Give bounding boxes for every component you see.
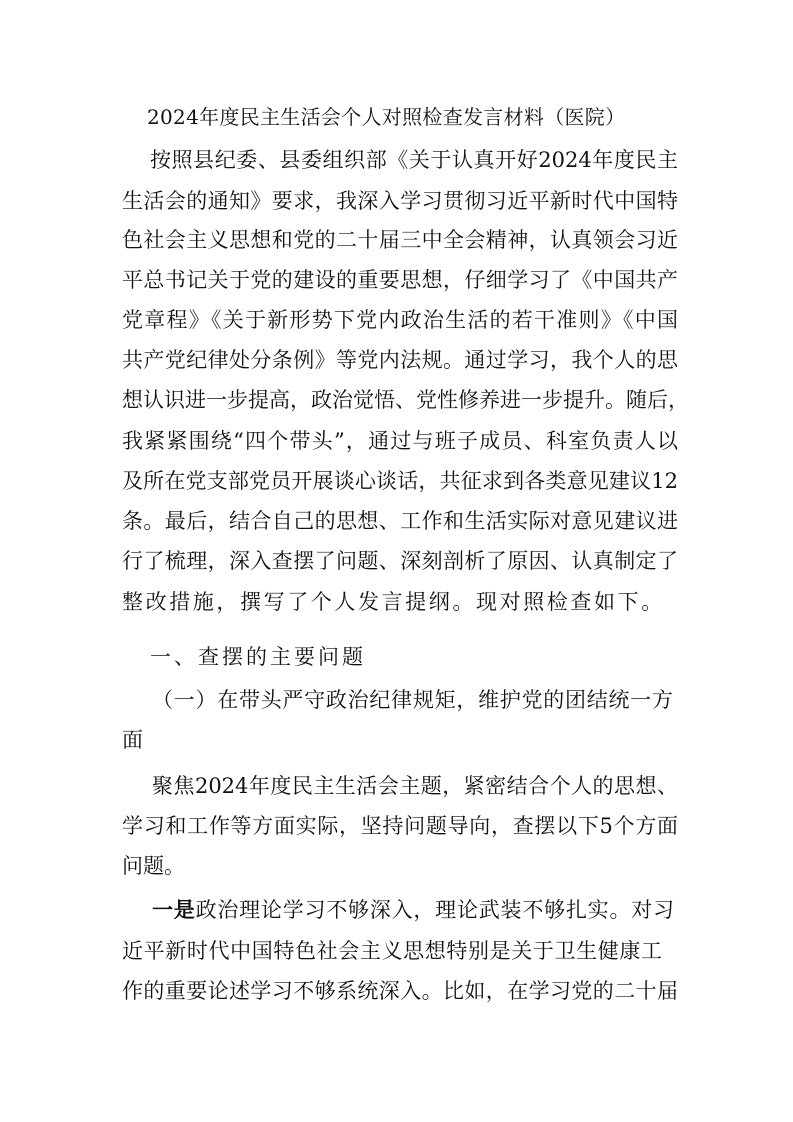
text-line: （一）在带头严守政治纪律规矩，维护党的团结统一方 xyxy=(152,688,673,712)
section-heading: 一、查摆的主要问题 xyxy=(150,645,366,669)
point-text: 政治理论学习不够深入，理论武装不够扎实。对习 xyxy=(195,898,675,922)
text-line: 生活会的通知》要求，我深入学习贯彻习近平新时代中国特 xyxy=(122,189,678,213)
text-line: 作的重要论述学习不够系统深入。比如，在学习党的二十届 xyxy=(122,979,678,1003)
text-line: 党章程》《关于新形势下党内政治生活的若干准则》《中国 xyxy=(122,308,678,332)
page-title: 2024年度民主生活会个人对照检查发言材料（医院） xyxy=(147,105,626,129)
text-line: 及所在党支部党员开展谈心谈话，共征求到各类意见建议12 xyxy=(122,469,678,493)
text-line: 聚焦2024年度民主生活会主题，紧密结合个人的思想、 xyxy=(152,774,678,798)
text-line: 面 xyxy=(122,728,143,752)
text-line: 平总书记关于党的建设的重要思想，仔细学习了《中国共产 xyxy=(122,268,678,292)
text-line: 共产党纪律处分条例》等党内法规。通过学习，我个人的思 xyxy=(122,348,678,372)
text-line xyxy=(152,897,674,923)
text-line: 按照县纪委、县委组织部《关于认真开好2024年度民主 xyxy=(150,148,678,172)
text-line: 条。最后，结合自己的思想、工作和生活实际对意见建议进 xyxy=(122,509,678,533)
text-line: 学习和工作等方面实际，坚持问题导向，查摆以下5个方面 xyxy=(122,814,678,838)
text-line: 近平新时代中国特色社会主义思想特别是关于卫生健康工 xyxy=(122,939,662,963)
text-line: 想认识进一步提高，政治觉悟、党性修养进一步提升。随后， xyxy=(122,388,689,412)
text-line: 问题。 xyxy=(122,854,185,878)
text-line: 行了梳理，深入查摆了问题、深刻剖析了原因、认真制定了 xyxy=(122,549,678,573)
point-lead: 一是 xyxy=(152,897,196,922)
text-line: 整改措施，撰写了个人发言提纲。现对照检查如下。 xyxy=(122,590,665,614)
text-line: 色社会主义思想和党的二十届三中全会精神，认真领会习近 xyxy=(122,228,678,252)
text-line: 我紧紧围绕“四个带头”，通过与班子成员、科室负责人以 xyxy=(122,429,678,453)
